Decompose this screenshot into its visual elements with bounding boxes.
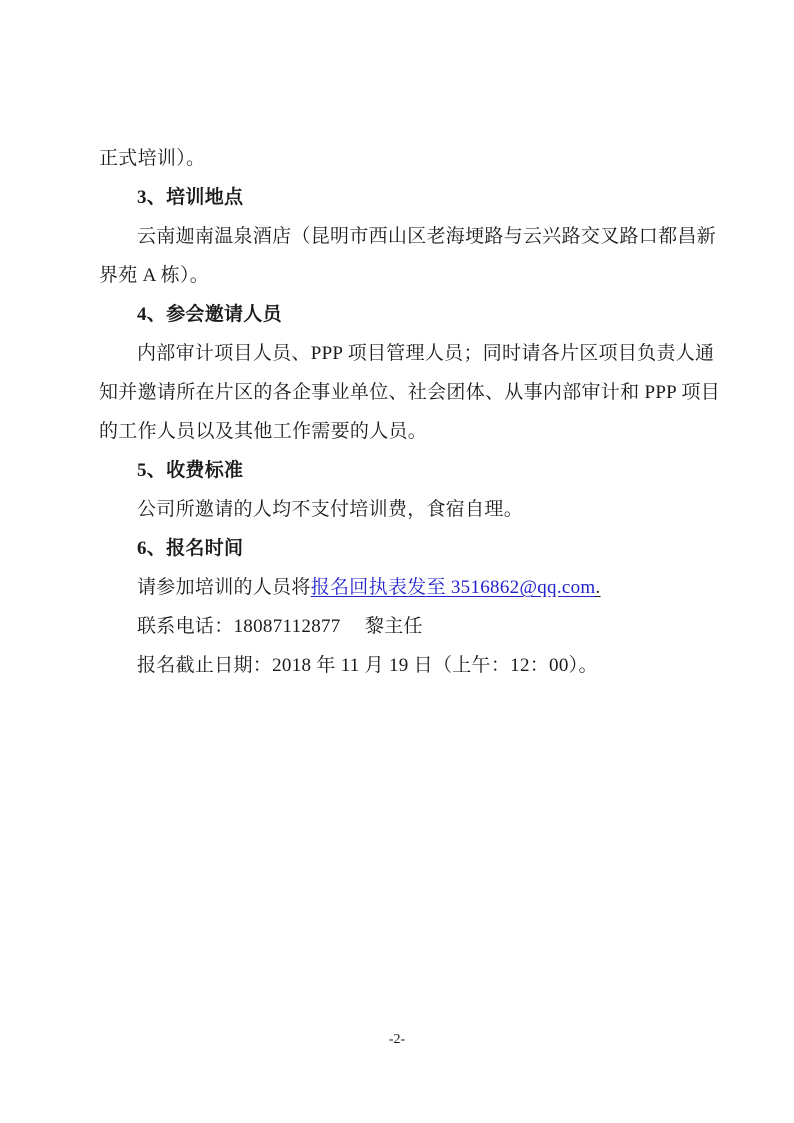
document-content — [99, 139, 720, 685]
heading-fee-standard: 5、收费标准 — [137, 460, 244, 481]
page-number: -2- — [388, 1032, 406, 1047]
heading-registration-time: 6、报名时间 — [137, 538, 244, 559]
paragraph-participants-line-1: 内部审计项目人员、PPP 项目管理人员；同时请各片区项目负责人通 — [137, 343, 715, 364]
heading-training-location: 3、培训地点 — [137, 187, 244, 208]
email-link-suffix: . — [595, 577, 601, 598]
paragraph-participants-line-3: 的工作人员以及其他工作需要的人员。 — [99, 421, 428, 442]
paragraph-registration — [99, 568, 715, 607]
heading-invited-participants: 4、参会邀请人员 — [137, 304, 282, 325]
paragraph-venue-line-1: 云南迦南温泉酒店（昆明市西山区老海埂路与云兴路交叉路口都昌新 — [137, 226, 717, 247]
paragraph-contact-phone: 联系电话：18087112877 黎主任 — [137, 616, 423, 637]
email-link[interactable]: 报名回执表发至 3516862@qq.com — [310, 577, 596, 598]
paragraph-venue-line-2: 界苑 A 栋）。 — [99, 265, 210, 286]
paragraph-continuation-training: 正式培训）。 — [99, 148, 206, 169]
paragraph-registration-deadline: 报名截止日期：2018 年 11 月 19 日（上午：12：00）。 — [137, 655, 598, 676]
paragraph-participants-line-2: 知并邀请所在片区的各企事业单位、社会团体、从事内部审计和 PPP 项目 — [99, 382, 720, 403]
registration-text: 请参加培训的人员将 — [137, 577, 311, 598]
paragraph-fee: 公司所邀请的人均不支付培训费，食宿自理。 — [137, 499, 524, 520]
